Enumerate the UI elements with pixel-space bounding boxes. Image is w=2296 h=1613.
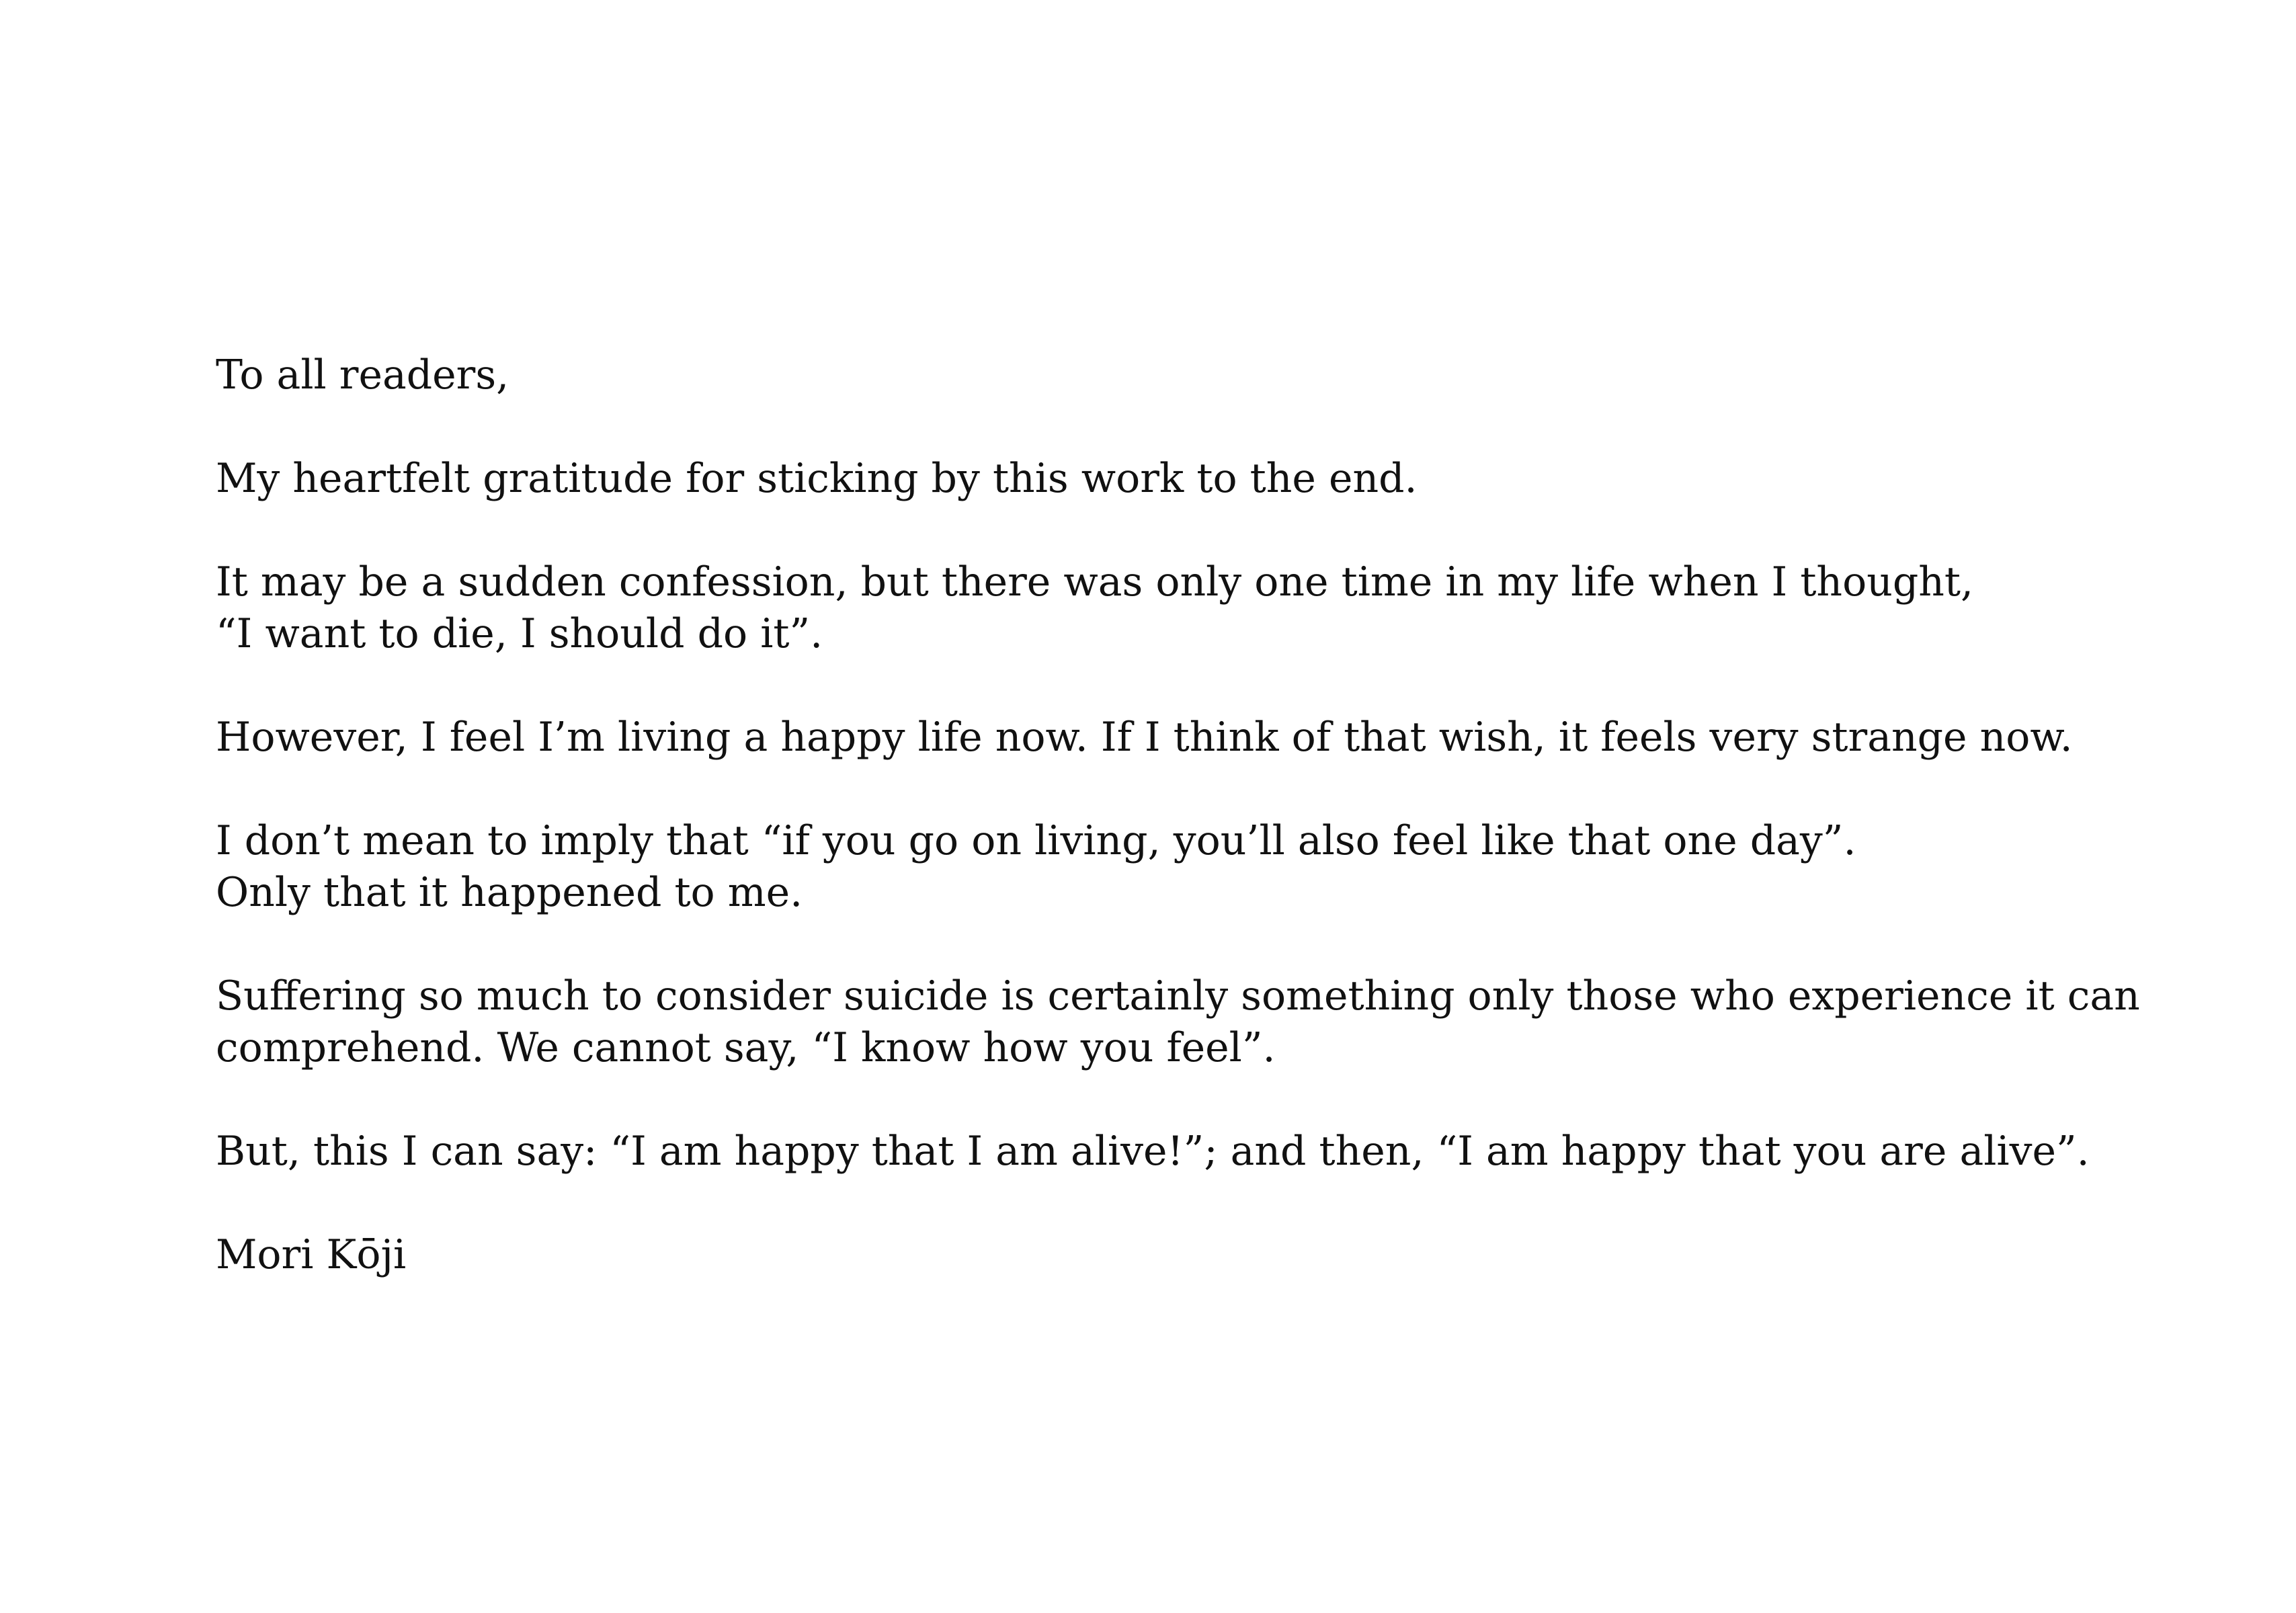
paragraph-suffering bbox=[216, 970, 2165, 1074]
paragraph-line: My heartfelt gratitude for sticking by this work to the end. bbox=[216, 455, 1418, 502]
paragraph-line: But, this I can say: “I am happy that I am alive!”; and then, “I am happy that you are alive”. bbox=[216, 1128, 2090, 1175]
paragraph-line: I don’t mean to imply that “if you go on living, you’ll also feel like that one day”. bbox=[216, 817, 1856, 864]
salutation bbox=[216, 349, 2165, 401]
salutation-text: To all readers, bbox=[216, 351, 509, 399]
paragraph-line: However, I feel I’m living a happy life now. If I think of that wish, it feels very strange now. bbox=[216, 714, 2073, 761]
paragraph-line: Only that it happened to me. bbox=[216, 869, 803, 916]
paragraph-implication bbox=[216, 815, 2165, 919]
signature-text: Mori Kōji bbox=[216, 1231, 407, 1278]
paragraph-line: comprehend. We cannot say, “I know how you feel”. bbox=[216, 1024, 1276, 1071]
paragraph-line: “I want to die, I should do it”. bbox=[216, 610, 823, 657]
letter-body bbox=[216, 349, 2165, 1281]
paragraph-happy-life bbox=[216, 712, 2165, 763]
paragraph-gratitude bbox=[216, 453, 2165, 505]
paragraph-line: It may be a sudden confession, but there was only one time in my life when I thought, bbox=[216, 559, 1974, 606]
signature bbox=[216, 1229, 2165, 1281]
paragraph-alive bbox=[216, 1126, 2165, 1177]
paragraph-line: Suffering so much to consider suicide is certainly something only those who experience it can bbox=[216, 973, 2140, 1020]
paragraph-confession bbox=[216, 556, 2165, 660]
